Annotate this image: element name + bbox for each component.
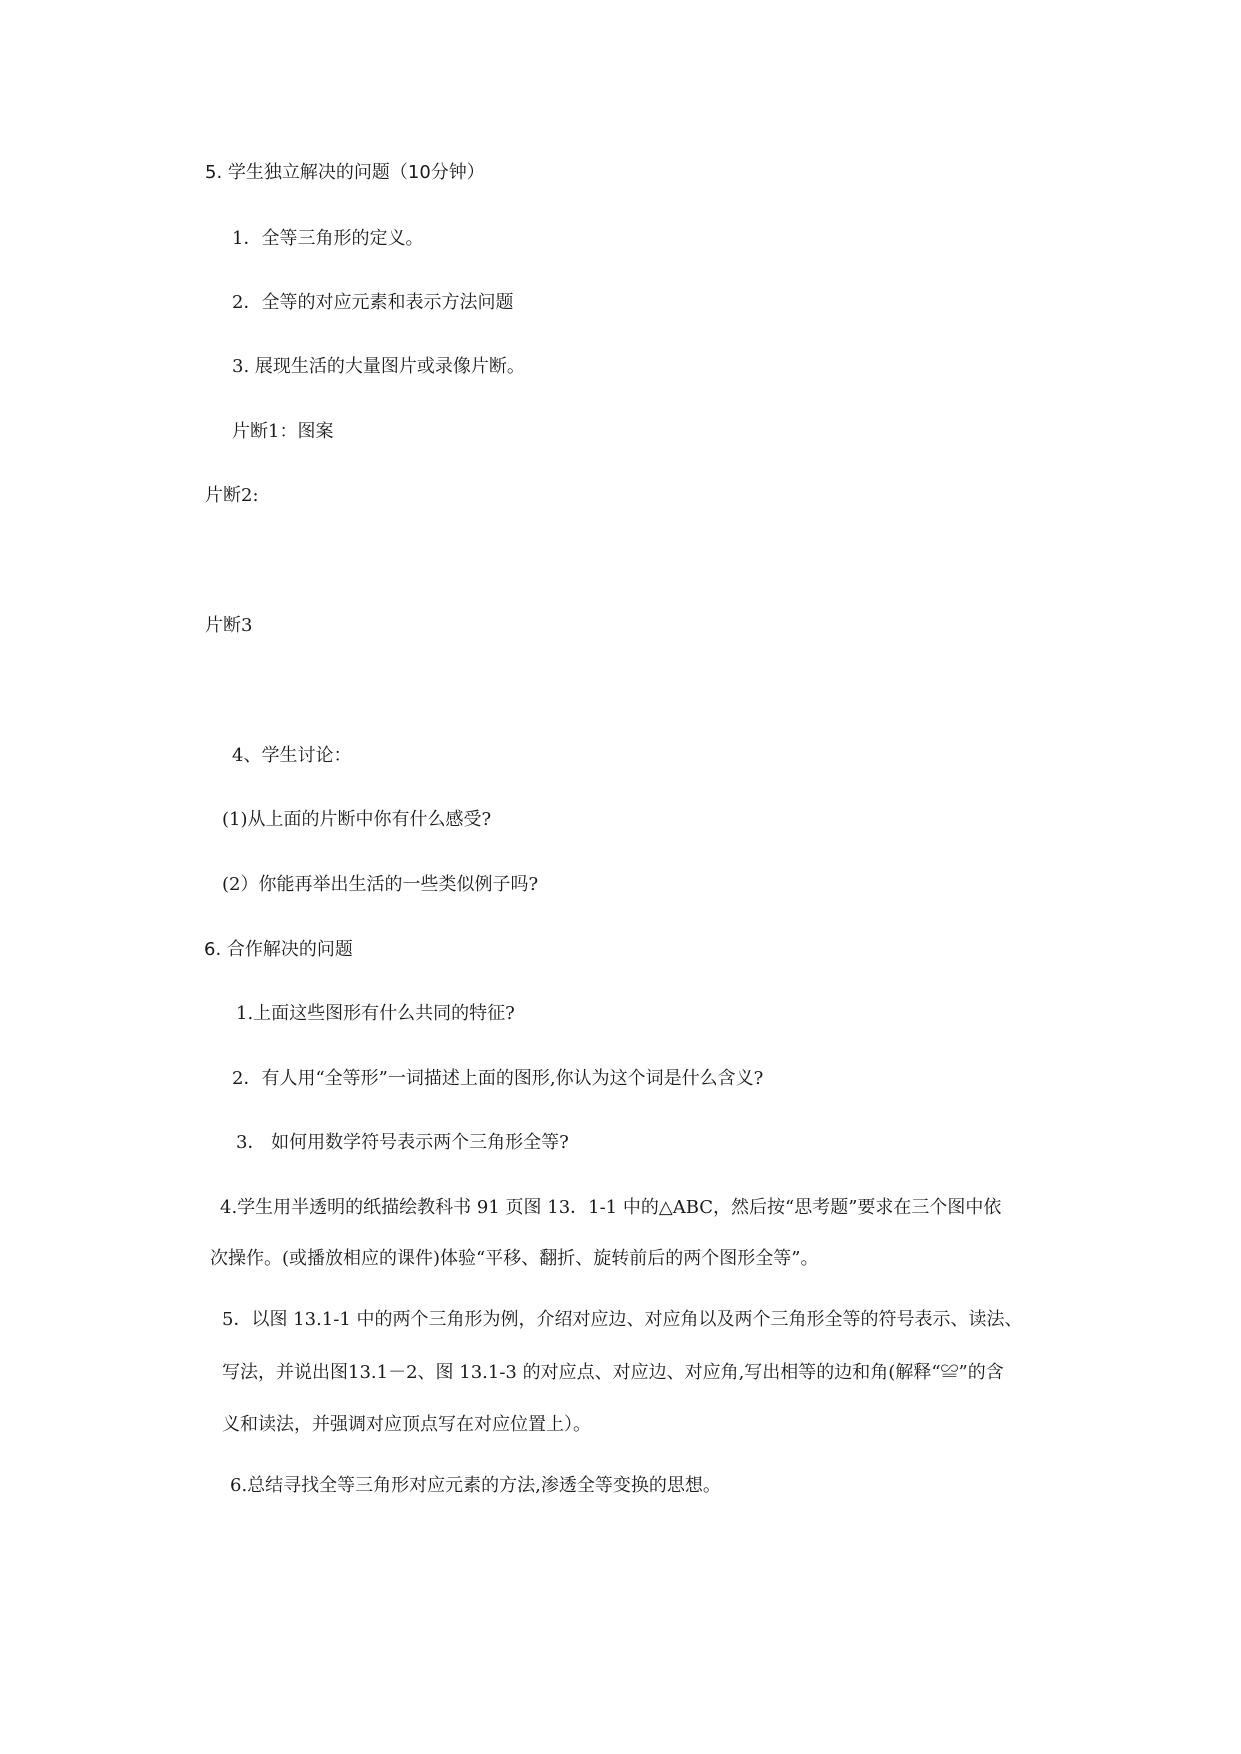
section6-item-1: 1.上面这些图形有什么共同的特征?	[236, 1003, 515, 1024]
section6-item-5-line-1: 5．以图 13.1-1 中的两个三角形为例，介绍对应边、对应角以及两个三角形全等的符号表示、读法、	[222, 1309, 1023, 1330]
section6-item-4-line-2: 次操作。(或播放相应的课件)体验“平移、翻折、旋转前后的两个图形全等”。	[210, 1248, 819, 1269]
section5-item-3: 3. 展现生活的大量图片或录像片断。	[232, 356, 525, 377]
fragment-1-label: 片断1：图案	[232, 421, 334, 442]
discussion-question-1: (1)从上面的片断中你有什么感受?	[222, 809, 492, 830]
section6-item-4-line-1: 4.学生用半透明的纸描绘教科书 91 页图 13．1-1 中的△ABC，然后按“思考题”要求在三个图中依	[220, 1197, 1002, 1218]
section6-item-5-line-3: 义和读法，并强调对应顶点写在对应位置上）。	[222, 1414, 591, 1435]
section6-item-6: 6.总结寻找全等三角形对应元素的方法,渗透全等变换的思想。	[230, 1475, 721, 1496]
section5-heading: 5. 学生独立解决的问题（10分钟）	[205, 162, 485, 183]
section6-item-5-line-2: 写法，并说出图13.1－2、图 13.1-3 的对应点、对应边、对应角,写出相等的边和角(解释“≌”的含	[222, 1362, 1004, 1383]
discussion-question-2: (2）你能再举出生活的一些类似例子吗?	[222, 874, 539, 895]
fragment-2-label: 片断2:	[205, 485, 259, 506]
section6-heading: 6. 合作解决的问题	[204, 939, 353, 960]
section5-item-1: 1．全等三角形的定义。	[232, 228, 424, 249]
section5-item-2: 2．全等的对应元素和表示方法问题	[232, 292, 514, 313]
section6-item-3: 3． 如何用数学符号表示两个三角形全等?	[236, 1132, 569, 1153]
section6-item-2: 2．有人用“全等形”一词描述上面的图形,你认为这个词是什么含义?	[232, 1068, 764, 1089]
fragment-3-label: 片断3	[205, 615, 253, 636]
student-discussion-label: 4、学生讨论：	[232, 745, 352, 766]
